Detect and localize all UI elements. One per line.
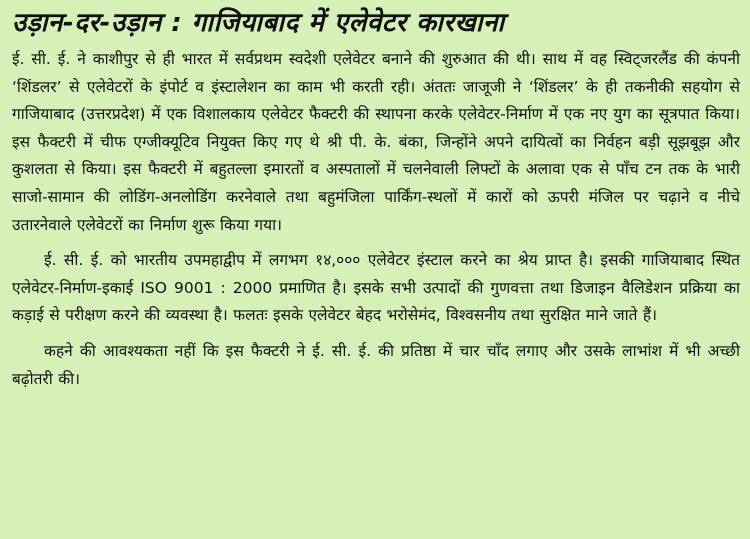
paragraph-3: कहने की आवश्यकता नहीं कि इस फैक्टरी ने ई. सी. ई. की प्रतिष्ठा में चार चाँद लगाए और उसके लाभांश में भी अच्छी बढ़ोतरी की। <box>12 341 740 388</box>
page-title: उड़ान-दर-उड़ान : गाजियाबाद में एलेवेटर कारखाना <box>12 8 505 38</box>
paragraph-2: ई. सी. ई. को भारतीय उपमहाद्वीप में लगभग १४,००० एलेवेटर इंस्टाल करने का श्रेय प्राप्त है। इसकी गाजियाबाद स्थित एलेवेटर-निर्माण-इकाई ISO 9001 : 2000 प्रमाणित है। इसके सभी उत्पादों की गुणवत्ता तथा डिजाइन वैलिडेशन प्रक्रिया का कड़ाई से परीक्षण करने की व्यवस्था है। फलतः इसके एलेवेटर बेहद भरोसेमंद, विश्वसनीय तथा सुरक्षित माने जाते हैं। <box>12 251 740 325</box>
paragraph-1: ई. सी. ई. ने काशीपुर से ही भारत में सर्वप्रथम स्वदेशी एलेवेटर बनाने की शुरुआत की थी। साथ में वह स्विट्जरलैंड की कंपनी ‘शिंडलर’ से एलेवेटरों के इंपोर्ट व इंस्टालेशन का काम भी करती रही। अंततः जाजूजी ने ‘शिंडलर’ के ही तकनीकी सहयोग से गाजियाबाद (उत्तरप्रदेश) में एक विशालकाय एलेवेटर फैक्टरी की स्थापना करके एलेवेटर-निर्माण में एक नए युग का सूत्रपात किया। इस फैक्टरी में चीफ एग्जीक्यूटिव नियुक्त किए गए थे श्री पी. के. बंका, जिन्होंने अपने दायित्वों का निर्वहन बड़ी सूझबूझ और कुशलता से किया। इस फैक्टरी में बहुतल्ला इमारतों व अस्पतालों में चलनेवाली लिफ्टों के अलावा एक से पाँच टन तक के भारी साजो-सामान की लोडिंग-अनलोडिंग करनेवाले तथा बहुमंजिला पार्किंग-स्थलों में कारों को ऊपरी मंजिल पर चढ़ाने व नीचे उतारनेवाले एलेवेटरों का निर्माण शुरू किया गया। <box>12 50 740 234</box>
